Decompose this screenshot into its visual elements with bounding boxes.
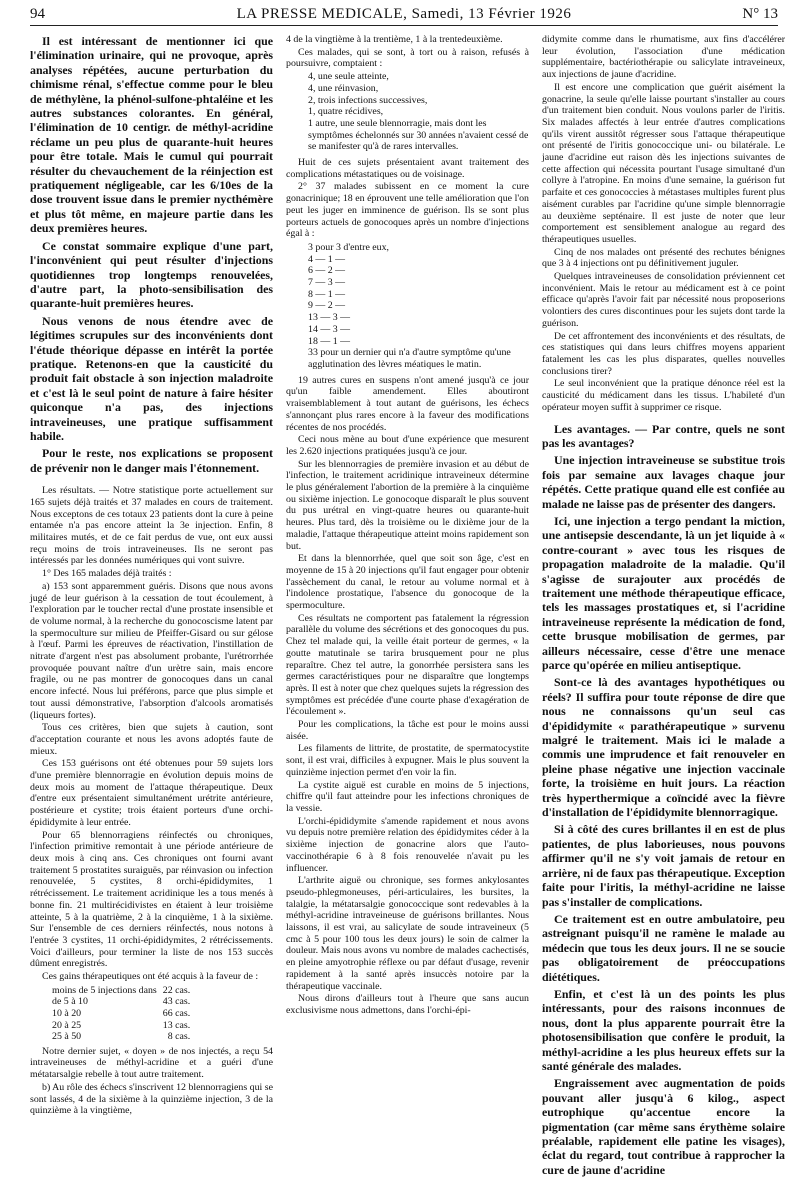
discussion-section (286, 375, 529, 1017)
paragraph: Le seul inconvénient que la pratique dénonce réel est la causticité du médicament dans les tissus. L'habileté d'un opérateur moyen suffit à supprimer ce risque. (542, 378, 785, 413)
list-item: 14 — 3 — (308, 324, 529, 336)
list-item: 2, trois infections successives, (308, 95, 529, 107)
paragraph: Enfin, et c'est là un des points les plus intéressants, pour des raisons inconnues de nous, dont la plus apparente pourrait être la photosensibilisation que confère le produit, la méthyl-acridine a les plus heureux effets sur la santé générale des malades. (542, 987, 785, 1073)
paragraph: Les filaments de littrite, de prostatite, de spermatocystite sont, il est vrai, difficiles à expugner. Mais le plus souvent la quinzième injection permet d'en voir la fin. (286, 743, 529, 778)
table-row (52, 996, 196, 1008)
column-3 (542, 34, 785, 1079)
page-number: 94 (30, 6, 90, 23)
paragraph: 19 autres cures en suspens n'ont amené jusqu'à ce jour qu'un faible amendement. Elles aboutiront vraisemblablement à tout autant de guérisons, les échecs s'annonçant plus rares encore à la faveur des modifications récentes de nos procédés. (286, 375, 529, 434)
table-row (52, 1020, 196, 1032)
list-item: 8 — 1 — (308, 289, 529, 301)
paragraph: Ici, une injection a tergo pendant la miction, une antisepsie descendante, là un jet liquide à « contre-courant » avec tous les risques de propagation maladroite de la maladie. Qu'il s'agisse de surajouter aux procédés de traitement une méthode thérapeutique efficace, tels les massages prostatiques et, si l'acridine intraveineuse représente la médication de fond, cette brusque mobilisation de germes, par ailleurs nécessaire, cesse d'être une menace parce qu'opérée en milieu antiseptique. (542, 514, 785, 672)
table-cell: 66 cas. (163, 1008, 196, 1020)
list-item: 3 pour 3 d'entre eux, (308, 242, 529, 254)
table-row (52, 985, 196, 997)
paragraph: 1° Des 165 malades déjà traités : (30, 568, 273, 580)
table-cell: 13 cas. (163, 1020, 196, 1032)
paragraph: Ce constat sommaire explique d'une part, l'inconvénient qui peut résulter d'injections quotidiennes trop longtemps renouvelées, d'autre part, la photo-sensibilisation des quarante-huit premières heures. (30, 239, 273, 311)
cases-list (308, 242, 529, 371)
paragraph: Tous ces critères, bien que sujets à caution, sont d'acceptation courante et nous les avons adoptés faute de mieux. (30, 722, 273, 757)
table-cell: 8 cas. (163, 1031, 196, 1043)
section-heading: Les avantages. — Par contre, quels ne sont pas les avantages? (542, 422, 785, 451)
list-item: 13 — 3 — (308, 312, 529, 324)
list-item: 4, une seule atteinte, (308, 71, 529, 83)
paragraph: Sont-ce là des avantages hypothétiques ou réels? Il suffira pour toute réponse de dire que nous ne connaissons qu'un seul cas d'épididymite « parathérapeutique » survenu malgré le traitement. Mais ici le malade a commis une imprudence et fait renouveler en pleine phase négative une injection vaccinale forte, la troisième en huit jours. La réaction très hyperthermique a coïncidé avec la fièvre d'installation de l'épididymite blennorragique. (542, 675, 785, 819)
table-cell: 20 à 25 (52, 1020, 163, 1032)
table-cell: 10 à 20 (52, 1008, 163, 1020)
failures-list (308, 71, 529, 153)
paragraph: Pour le reste, nos explications se proposent de prévenir non le danger mais l'étonnement. (30, 446, 273, 475)
table-cell: moins de 5 injections dans (52, 985, 163, 997)
table-cell: 22 cas. (163, 985, 196, 997)
paragraph: Et dans la blennorrhée, quel que soit son âge, c'est en moyenne de 15 à 20 injections qu'il faut engager pour obtenir l'assèchement du canal, le retour au volume normal et à l'indolence prostatique, l'absence du gonocoque de la spermoculture. (286, 553, 529, 612)
paragraph: L'orchi-épididymite s'amende rapidement et nous avons vu depuis notre première relation des épididymites céder à la sixième injection de gonacrine alors que l'auto-vaccinothérapie 6 à 8 fois renouvelée n'avait pu les influencer. (286, 816, 529, 875)
paragraph: 2° 37 malades subissent en ce moment la cure gonacrinique; 18 en éprouvent une telle amélioration que l'on peut les juger en imminence de guérison. Ils se sont plus porteurs actuels de gonocoques après un nombre d'injections égal à : (286, 181, 529, 240)
paragraph: Pour 65 blennorragiens réinfectés ou chroniques, l'infection primitive remontait à une période antérieure de deux mois à cinq ans. Ces chroniques ont fourni avant traitement 5 prostatites suraiguës, par réinvasion ou infection renouvelée, 5 cystites, 8 orchi-épididymites, 1 rétrécissement. Le traitement acridinique les a tous menés à bonne fin. 21 multirécidivistes en étaient à leur troisième atteinte, 5 à la quatrième, 2 à la cinquième, 1 à la sixième. Sur l'ensemble de ces derniers réinfectés, nous notons à l'entrée 3 cystites, 11 orchi-épididymites, 2 rétrécissements. Voici d'ailleurs, pour terminer la liste de nos 153 succès dûment enregistrés. (30, 830, 273, 970)
table-cell: 25 à 50 (52, 1031, 163, 1043)
paragraph: Les résultats. — Notre statistique porte actuellement sur 165 sujets déjà traités et 37 malades en cours de traitement. Nous exceptons de ces totaux 23 patients dont la cure à peine entamée n'a pas encore atteint la 3e injection. Enfin, 8 militaires mutés, et de ce fait perdus de vue, ont eux aussi reçu moins de trois intraveineuses. Ils ne seront pas intéressés par les données numériques qui vont suivre. (30, 485, 273, 567)
bold-section (30, 34, 273, 475)
paragraph: Si à côté des cures brillantes il en est de plus patientes, de plus laborieuses, nous pouvons affirmer qu'il ne s'y voit jamais de retour en arrière, ni de faux pas thérapeutique. Exception faite pour l'iritis, la méthyl-acridine ne laisse pas s'installer de complications. (542, 822, 785, 908)
paragraph: a) 153 sont apparemment guéris. Disons que nous avons jugé de leur guérison à la cessation de tout écoulement, à l'exploration par le toucher rectal d'une prostate insensible et de volume normal, à la recherche du gonocoscisme latent par la spermoculture sur milieu de Pfeiffer-Gisard ou sur gélose à l'œuf. Parmi les épreuves de réactivation, l'instillation de nitrate d'argent n'est pas absolument probante, l'urétrorrhée provoquée pouvant naître d'un urètre sain, mais encore fragile, ou ne pas montrer de gonocoques dans un canal encore infecté. Nous lui préférons, parce que plus simple et tout aussi démonstrative, l'absorption d'alcools aromatisés (liqueurs fortes). (30, 581, 273, 721)
paragraph: Il est intéressant de mentionner ici que l'élimination urinaire, qui ne provoque, après analyses répétées, aucune perturbation du chimisme rénal, s'effectue comme pour le bleu de méthylène, la phénol-sulfone-phtaléine et les autres substances colorantes. En général, l'élimination de 10 centigr. de méthyl-acridine réclame un peu plus de quarante-huit heures pour être totale. Mais le cumul qui pourrait résulter du chevauchement de la réinjection est pratiquement négligeable, car les 6/10es de la dose trouvent issue dans le premier nycthémère et plus tôt même, en majeure partie dans les deux premières heures. (30, 34, 273, 236)
paragraph: Cinq de nos malades ont présenté des rechutes bénignes que 3 à 4 injections ont pu définitivement juguler. (542, 247, 785, 270)
paragraph: Quelques intraveineuses de consolidation préviennent cet inconvénient. Mais le retour au médicament est à ce point efficace qu'après l'avoir fait par nécessité nous proposerions volontiers des cures discontinues pour les sujets dont tarde la guérison. (542, 271, 785, 330)
list-item: 4, une réinvasion, (308, 83, 529, 95)
injection-count-table (52, 985, 196, 1043)
list-item: 1, quatre récidives, (308, 106, 529, 118)
paragraph: Une injection intraveineuse se substitue trois fois par semaine aux lavages chaque jour répétés. Cette pratique quand elle est confiée au malade ne laisse pas de présenter des dangers. (542, 453, 785, 511)
paragraph: Ce traitement est en outre ambulatoire, peu astreignant puisqu'il ne ramène le malade au médecin que tous les deux jours. Il ne se soucie pas obligatoirement de préoccupations diététiques. (542, 912, 785, 984)
paragraph: Notre dernier sujet, « doyen » de nos injectés, a reçu 54 intraveineuses de méthyl-acridine et a guéri d'une métatarsalgie rebelle à tout autre traitement. (30, 1046, 273, 1081)
table-cell: de 5 à 10 (52, 996, 163, 1008)
paragraph: De cet affrontement des inconvénients et des résultats, de ces statistiques qui dans leurs chiffres moyens apparient fatalement les cas les plus disparates, quelles nouvelles conclusions tirer? (542, 331, 785, 378)
paragraph: Nous venons de nous étendre avec de légitimes scrupules sur des inconvénients dont l'étude théorique dépasse en intérêt la portée pratique. Retenons-en que la causticité du produit fait obstacle à son injection maladroite et c'est là le seul point de nature à faire hésiter quiconque n'a pas, des injections intraveineuses, une pratique suffisamment habile. (30, 314, 273, 444)
advantages-section (542, 422, 785, 1177)
column-2 (286, 34, 529, 1079)
paragraph: Sur les blennorragies de première invasion et au début de l'infection, le traitement acridinique intraveineux détermine le plus généralement l'abortion de la première à la cinquième ou sixième injection. Le gonocoque disparaît le plus souvent du pus urétral en vingt-quatre heures ou quarante-huit heures. Plus tard, dès la troisième ou le dixième jour de la maladie, l'attaque thérapeutique atteint moins rapidement son but. (286, 459, 529, 553)
current-treatment-section (286, 157, 529, 240)
paragraph: Ces malades, qui se sont, à tort ou à raison, refusés à poursuivre, comptaient : (286, 47, 529, 70)
paragraph: 4 de la vingtième à la trentième, 1 à la trentedeuxième. (286, 34, 529, 46)
paragraph: Engraissement avec augmentation de poids pouvant aller jusqu'à 6 kilog., aspect eutrophique qu'accentue encore la pigmentation (car même sans érythème solaire préalable, rapidement elle patine les visages), éclat du regard, tout contribue à rapprocher la cure de jaune d'acridine (542, 1076, 785, 1177)
table-row (52, 1031, 196, 1043)
paragraph: Ces résultats ne comportent pas fatalement la régression parallèle du volume des sécrétions et des gonocoques du pus. Chez tel malade qui, la veille était porteur de germes, « la goutte matutinale se tarira brusquement pour ne plus reparaître. Chez tel autre, la gonorrhée persistera sans les germes caractéristiques pour ne disparaître que longtemps après. Il est à noter que chez quelques sujets la régression des symptômes est précédée d'une courte phase d'exagération de l'écoulement ». (286, 613, 529, 718)
paragraph: b) Au rôle des échecs s'inscrivent 12 blennorragiens qui se sont lassés, 4 de la sixième à la quinzième injection, 3 de la quinzième à la vingtième, (30, 1082, 273, 1117)
table-row (52, 1008, 196, 1020)
issue-number: N° 13 (718, 6, 778, 23)
list-item: 18 — 1 — (308, 336, 529, 348)
paragraph: La cystite aiguë est curable en moins de 5 injections, chiffre qu'il faut atteindre pour les infections chroniques de la vessie. (286, 780, 529, 815)
paragraph: Ces 153 guérisons ont été obtenues pour 59 sujets lors d'une première blennorragie en évolution depuis moins de deux mois au moment de l'attaque thérapeutique. Deux d'entre eux présentaient simultanément urétrite antérieure, postérieure et cystite; trois étaient porteurs d'une orchi-épididymite à leur entrée. (30, 758, 273, 828)
results-continued (30, 1046, 273, 1117)
list-item: 9 — 2 — (308, 300, 529, 312)
paragraph: Ces gains thérapeutiques ont été acquis à la faveur de : (30, 971, 273, 983)
table-cell: 43 cas. (163, 996, 196, 1008)
paragraph: Pour les complications, la tâche est pour le moins aussi aisée. (286, 719, 529, 742)
paragraph: Nous dirons d'ailleurs tout à l'heure que sans aucun exclusivisme nous admettons, dans l'orchi-épi- (286, 993, 529, 1016)
failures-intro (286, 34, 529, 70)
journal-title: LA PRESSE MEDICALE, Samedi, 13 Février 1926 (237, 6, 572, 23)
paragraph: Il est encore une complication que guérit aisément la gonacrine, la seule qu'elle laisse pourtant s'installer au cours d'un traitement bien conduit. Nous voulons parler de l'iritis. Six malades affectés à leur entrée d'autres complications qu'ils virent aussitôt régresser sous l'attaque thérapeutique ont présenté de l'iritis gonococcique uni- ou bilatérale. Le jaune d'acridine eut raison dès les injections suivantes de cette affection qui nécessita pourtant l'usage simultané d'un collyre à l'atropine. En moins d'une semaine, la guérison fut parfaite et ces gonococcies à métastases multiples furent plus aisément curables par l'acridine qu'une simple blennorragie au deuxième septénaire. Il est juste de noter que leur comportement est sensiblement analogue au regard des thérapeutiques usuelles. (542, 82, 785, 246)
list-item: 7 — 3 — (308, 277, 529, 289)
paragraph: Huit de ces sujets présentaient avant traitement des complications métastatiques ou de voisinage. (286, 157, 529, 180)
paragraph: L'arthrite aiguë ou chronique, ses formes ankylosantes pseudo-phlegmoneuses, péri-articulaires, les bursites, la talalgie, la métatarsalgie gonococcique sont redevables à la méthyl-acridine intraveineuse de guérisons brillantes. Nous laissons, il est vrai, au salicylate de soude intraveineux (5 cmc à 5 pour 100 tous les deux jours) le soin de calmer la douleur. Mais nous avons vu nombre de malades cachectisés, en pleine amyotrophie réflexe ou par défaut d'usage, revenir rapidement à la santé après insuccès notoire par la thérapeutique vaccinale. (286, 875, 529, 992)
list-item: 1 autre, une seule blennorragie, mais dont les symptômes échelonnés sur 30 années n'avaient cessé de se manifester qu'à de rares intervalles. (308, 118, 529, 153)
complications-section (542, 34, 785, 414)
page-header (30, 6, 778, 26)
list-item: 4 — 1 — (308, 254, 529, 266)
column-1 (30, 34, 273, 1079)
list-item: 33 pour un dernier qui n'a d'autre symptôme qu'une agglutination des lèvres méatiques le matin. (308, 347, 529, 370)
paragraph: didymite comme dans le rhumatisme, aux fins d'accélérer leur évolution, l'association d'une médication supplémentaire, bactériothérapie ou salicylate intraveineux, aux injections de jaune d'acridine. (542, 34, 785, 81)
list-item: 6 — 2 — (308, 265, 529, 277)
results-section (30, 485, 273, 983)
paragraph: Ceci nous mène au bout d'une expérience que mesurent les 2.620 injections pratiquées jusqu'à ce jour. (286, 434, 529, 457)
